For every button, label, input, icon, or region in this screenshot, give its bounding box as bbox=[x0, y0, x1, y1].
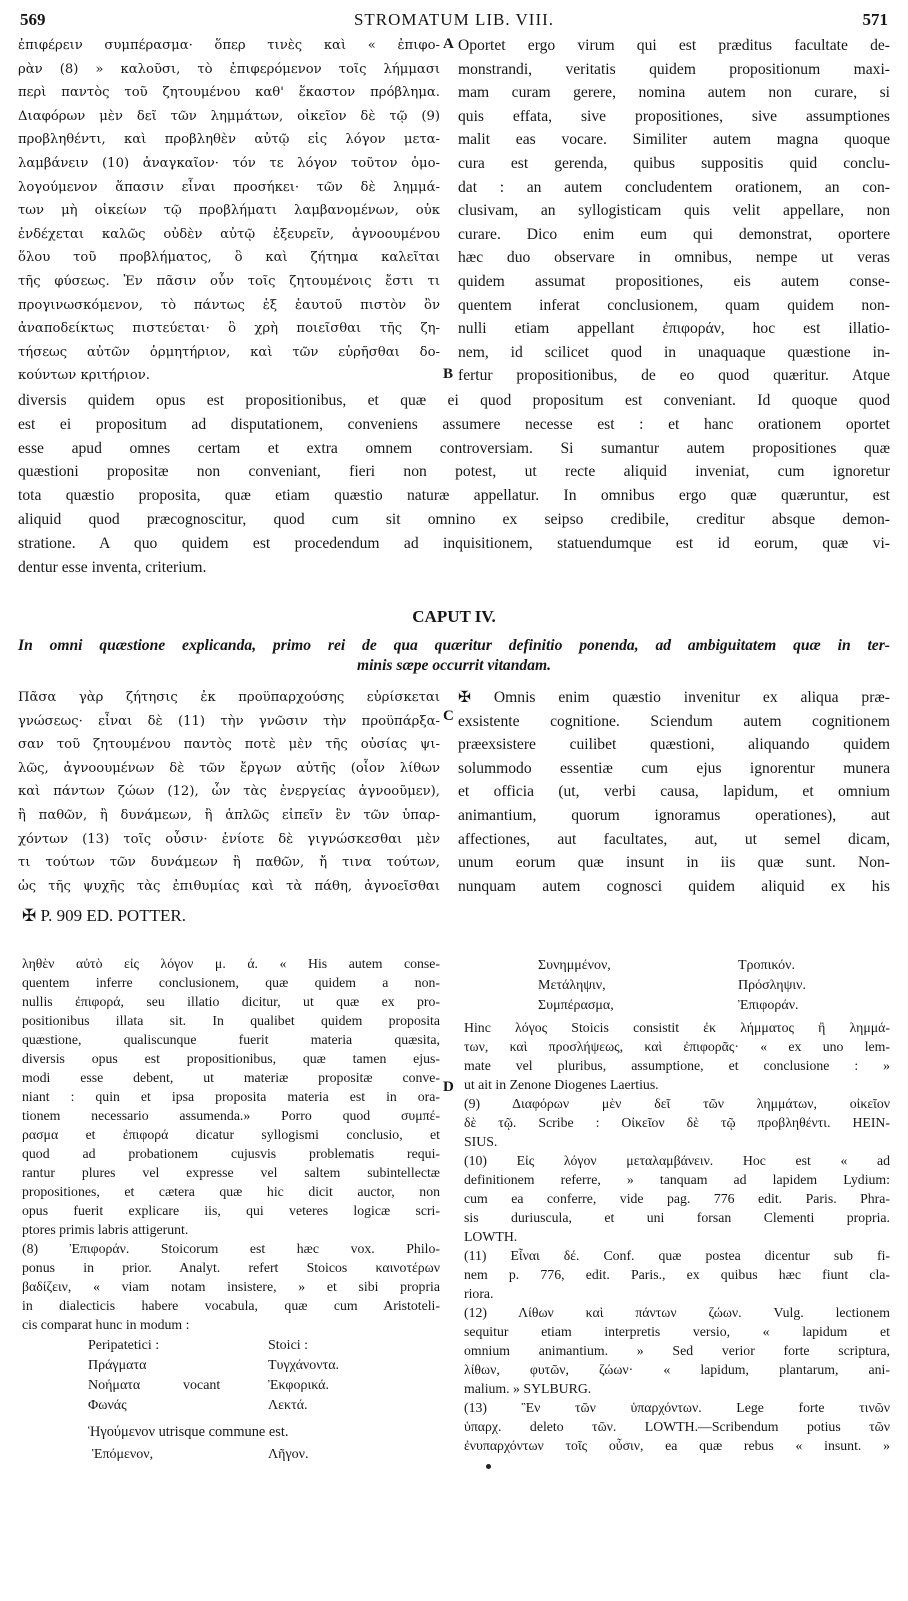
running-title: STROMATUM LIB. VIII. bbox=[353, 10, 555, 29]
note-line: tionem necessario assumenda.» Porro quod συμπέ- bbox=[22, 1108, 440, 1123]
latin-full-line: quæstioni propositæ non conveniant, fieri non potest, ut recte aliquid inveniat, cum ignoretur bbox=[18, 463, 890, 481]
note-line: ἐνυπαρχόντων τοῖς οὖσιν, ea quæ rebus « insunt. » bbox=[464, 1438, 890, 1453]
note-line: LOWTH. bbox=[464, 1229, 518, 1244]
latin-line: hæc duo observare in omnibus, nempe ut veras bbox=[458, 249, 890, 267]
greek-line: Διαφόρων μὲν δεῖ τῶν λημμάτων, οἰκεῖον δὲ τῷ (9) bbox=[18, 108, 440, 124]
note-line: nem p. 776, edit. Paris., ex quibus hæc fiunt cla- bbox=[464, 1267, 890, 1282]
term-last-left: Ἑπόμενον, bbox=[92, 1447, 154, 1462]
greek-line: Πᾶσα γὰρ ζήτησις ἐκ προϋπαρχούσης εὑρίσκεται bbox=[18, 690, 440, 705]
edition-reference: ✠ P. 909 ED. POTTER. bbox=[22, 906, 186, 925]
latin-column-top bbox=[458, 34, 890, 388]
page-header bbox=[18, 10, 890, 34]
note-line: cum ea conferre, vide pag. 776 edit. Paris. Phra- bbox=[464, 1191, 890, 1206]
latin-line: fertur propositionibus, de eo quod quæritur. Atque bbox=[458, 367, 890, 385]
note-line: malium. » SYLBURG. bbox=[464, 1381, 592, 1396]
latin-line: malit eas vocare. Similiter autem magna quoque bbox=[458, 131, 890, 149]
ink-dot bbox=[486, 1464, 491, 1469]
latin-line: Oportet ergo virum qui est præditus facultate de- bbox=[458, 37, 890, 54]
summary-line: minis sæpe occurrit vitandam. bbox=[356, 657, 552, 674]
middle-columns bbox=[18, 686, 890, 902]
note-line: propositiones, et cætera quæ hic dicit auctor, non bbox=[22, 1184, 440, 1199]
greek-line: λαμβάνειν (10) ἀναγκαῖον· τόν τε λόγον τοῦτον ὁμο- bbox=[18, 155, 440, 171]
note-line: (9) Διαφόρων μὲν δεῖ τῶν λημμάτων, οἰκεῖον bbox=[464, 1096, 890, 1111]
greek-line: λῶς, ἀγνοουμένων δὲ τῶν ἔργων αὐτῆς (οἷον λίθων bbox=[18, 760, 440, 776]
note-line: mate vel pluribus, assumptione, et conclusione : » bbox=[464, 1058, 890, 1073]
latin-line: affectiones, aut facultates, aut, ut semel dicam, bbox=[458, 830, 890, 848]
page bbox=[18, 10, 890, 1462]
note-line: riora. bbox=[464, 1286, 494, 1301]
latin-line: nulli etiam appellant ἐπιφοράν, hoc est illatio- bbox=[458, 320, 890, 338]
note-line: omnium animantium. » Sed verior forte scriptura, bbox=[464, 1343, 890, 1358]
greek-line: περὶ παντὸς τοῦ ζητουμένου καθ' ἕκαστον πρόβλημα. bbox=[18, 85, 440, 101]
term-right: Τροπικόν. bbox=[738, 958, 795, 973]
term-left: Συνημμένον, bbox=[538, 958, 611, 973]
greek-line: προβληθέντι, καὶ προβληθὲν αὐτῷ εἰς λόγον μετα- bbox=[18, 132, 440, 148]
latin-full-line: stratione. A quo quidem est procedendum ad inquisitionem, statuendumque est id eorum, quæ vi- bbox=[18, 534, 890, 552]
note-line: SIUS. bbox=[464, 1134, 498, 1149]
top-columns bbox=[18, 34, 890, 390]
term-left: Μετάληψιν, bbox=[538, 978, 606, 993]
latin-full-line: tota quæstio proposita, quæ etiam quæstio naturæ appellatur. In omnibus ergo quæ quæruntur, est bbox=[18, 487, 890, 505]
note-line: (11) Εἶναι δέ. Conf. quæ postea dicentur sub fi- bbox=[464, 1248, 890, 1263]
note-line: ρασμα et ἐπιφορά dicatur syllogismi conclusio, et bbox=[22, 1127, 440, 1142]
note-line: positionibus illata sit. In qualibet quidem proposita bbox=[22, 1013, 440, 1028]
latin-full-paragraph bbox=[18, 389, 890, 579]
term-left: Νοήματα bbox=[88, 1378, 141, 1393]
term-right: Ἐκφορικά. bbox=[268, 1378, 330, 1393]
peripatetici-label: Peripatetici : bbox=[88, 1338, 160, 1353]
latin-full-line: dentur esse inventa, criterium. bbox=[18, 558, 207, 576]
note-line: cis comparat hunc in modum : bbox=[22, 1317, 190, 1332]
greek-column-mid bbox=[18, 686, 440, 898]
greek-line: χόντων (13) τοῖς οὖσιν· ἐνίοτε δὲ γιγνώσκεσθαι μὲν bbox=[18, 831, 440, 847]
latin-line: exsistente cognitione. Sciendum autem cognitionem bbox=[458, 712, 890, 730]
note-line: ληθὲν αὐτὸ εἰς λόγον μ. ά. « His autem conse- bbox=[22, 956, 440, 971]
latin-line: quis effata, sive propositiones, sive assumptiones bbox=[458, 107, 890, 125]
note-line: rantur plures vel expresse vel saltem subintellectæ bbox=[22, 1165, 440, 1180]
latin-full-line: diversis quidem opus est propositionibus, et quæ ei quod propositum est conveniant. Id quoque quod bbox=[18, 392, 890, 409]
latin-line: ✠ Omnis enim quæstio invenitur ex aliqua præ- bbox=[458, 689, 890, 706]
greek-line: γνώσεως· εἶναι δὲ (11) τὴν γνῶσιν τὴν προϋπάρξα- bbox=[18, 713, 440, 729]
note-line: quod ad probationem cujusvis problematis requi- bbox=[22, 1146, 440, 1161]
latin-line: unum eorum quæ insunt in iis quæ sunt. Non- bbox=[458, 854, 890, 872]
footnotes-left bbox=[22, 954, 440, 1334]
greek-line: των μὴ οἰκείων τῷ προβλήματι λαμβανομένων, οὐκ bbox=[18, 203, 440, 219]
greek-line: σαν τοῦ ζητουμένου παντὸς ποτὲ μὲν τῆς οὐσίας ψι- bbox=[18, 737, 440, 753]
page-number-left: 569 bbox=[20, 10, 46, 29]
margin-marker-a: A bbox=[443, 36, 454, 52]
greek-line: τι τούτων τῶν δυνάμεων ἢ παθῶν, ἤ τινα τούτων, bbox=[18, 855, 440, 871]
margin-marker-b: B bbox=[443, 366, 454, 382]
greek-line: ὅλου τοῦ προβλήματος, ὃ καὶ ζήτημα καλεῖται bbox=[18, 250, 440, 266]
note-line: Hinc λόγος Stoicis consistit ἐκ λήμματος ἢ λημμά- bbox=[464, 1020, 890, 1035]
footnotes-right bbox=[464, 1018, 890, 1455]
note-line: ut ait in Zenone Diogenes Laertius. bbox=[464, 1077, 659, 1092]
margin-marker-c: C bbox=[443, 708, 454, 724]
note-line: definitionem referre, » tanquam ad lapidem Lydium: bbox=[464, 1172, 890, 1187]
note-line: δὲ τῷ. Scribe : Οἰκεῖον δὲ τῷ προβληθέντι. HEIN- bbox=[464, 1115, 890, 1130]
note-line: (8) Ἐπιφοράν. Stoicorum est hæc vox. Philo- bbox=[22, 1241, 440, 1256]
latin-column-mid bbox=[458, 686, 890, 898]
latin-full-line: esse apud omnes certam et extra omnem controversiam. Si sumantur autem propositiones quæ bbox=[18, 439, 890, 457]
latin-line: dat : an autem concludentem orationem, an con- bbox=[458, 178, 890, 196]
stoici-label: Stoici : bbox=[268, 1338, 309, 1353]
term-right: Ἐπιφοράν. bbox=[738, 998, 799, 1013]
term-right: Λεκτά. bbox=[268, 1398, 308, 1413]
term-left: Φωνάς bbox=[88, 1398, 127, 1413]
note-line: των, καὶ προσλήψεως, καὶ ἐπιφορᾶς· « ex uno lem- bbox=[464, 1039, 890, 1054]
greek-line: τήσεως αὐτῶν ὁρμητήριον, καὶ τῶν εὑρῆσθαι δο- bbox=[18, 344, 440, 360]
greek-line: ἐνδέχεται καλῶς οὐδὲν αὐτῷ ἐξευρεῖν, ἀγνοουμένου bbox=[18, 226, 440, 242]
latin-line: monstrandi, veritatis quidem propositionum maxi- bbox=[458, 60, 890, 78]
note-line: quæstione, qualiscunque fuerit materia quæsita, bbox=[22, 1032, 440, 1047]
term-left: Συμπέρασμα, bbox=[538, 998, 614, 1013]
latin-line: et officia (ut, verbi causa, lapidum, et omnium bbox=[458, 783, 890, 801]
latin-line: mam curam gerere, nomina autem non curare, si bbox=[458, 84, 890, 102]
term-last-right: Λῆγον. bbox=[268, 1447, 309, 1462]
note-line: sis duriuscula, et uni forsan Clementi propria. bbox=[464, 1210, 890, 1225]
note-line: (10) Εἰς λόγον μεταλαμβάνειν. Hoc est « ad bbox=[464, 1153, 890, 1168]
greek-line: ρὰν (8) » καλοῦσι, τὸ ἐπιφερόμενον τοῖς λήμμασι bbox=[18, 61, 440, 77]
greek-line: καὶ πάντων ζώων (12), ὧν τὰς ἐνεργείας ἀγνοοῦμεν), bbox=[18, 784, 440, 800]
note-line: niant : quin et ipsa proposita materia est in ora- bbox=[22, 1089, 440, 1104]
note-line: ὑπαρχ. deleto τῶν. LOWTH.—Scribendum potius τῶν bbox=[464, 1419, 890, 1434]
greek-line: κούντων κριτήριον. bbox=[18, 368, 150, 384]
latin-line: cura est gerenda, quibus suppositis quid conclu- bbox=[458, 154, 890, 172]
vocant-label: vocant bbox=[183, 1378, 221, 1393]
summary-line: In omni quæstione explicanda, primo rei de qua quæritur definitio ponenda, ad ambiguitatem quæ in ter- bbox=[18, 637, 890, 654]
note-line: in dialecticis habere vocabula, quæ cum Aristoteli- bbox=[22, 1298, 440, 1313]
latin-full-line: est ei propositum ad disputationem, conveniens assumere necesse est : et hanc orationem oportet bbox=[18, 415, 890, 433]
latin-line: quentem inferat conclusionem, quam quidem non- bbox=[458, 296, 890, 314]
note-line: βαδίζειν, « viam notam insistere, » et sibi propria bbox=[22, 1279, 440, 1294]
latin-line: quidem assumat propositiones, eis autem conse- bbox=[458, 272, 890, 290]
term-left: Πράγματα bbox=[88, 1358, 147, 1373]
note-line: sequitur etiam interpretis versio, « lapidum et bbox=[464, 1324, 890, 1339]
term-right: Τυγχάνοντα. bbox=[268, 1358, 340, 1373]
latin-line: clusivam, an syllogisticam quis velit appellare, non bbox=[458, 202, 890, 220]
term-right: Πρόσληψιν. bbox=[738, 978, 806, 993]
latin-line: animantium, quorum ignoramus operationes), aut bbox=[458, 806, 890, 824]
greek-line: ἀναποδείκτως πιστεύεται· ὃ χρὴ ποιεῖσθαι τῆς ζη- bbox=[18, 321, 440, 337]
margin-marker-d: D bbox=[443, 1079, 454, 1095]
greek-line: τῆς φύσεως. Ἐν πᾶσιν οὖν τοῖς ζητουμένοις ἔστι τι bbox=[18, 273, 440, 289]
note-line: diversis opus est propositionibus, quæ tamen ejus- bbox=[22, 1051, 440, 1066]
greek-line: ἐπιφέρειν συμπέρασμα· ὅπερ τινὲς καὶ « ἐπιφο- bbox=[18, 38, 440, 53]
note-line: ponus in prior. Analyt. refert Stoicos καινοτέρων bbox=[22, 1260, 440, 1275]
note-line: quentem inferre conclusionem, quæ quidem a non- bbox=[22, 975, 440, 990]
chapter-summary bbox=[18, 636, 890, 676]
note-line: (13) Ἓν τῶν ὑπαρχόντων. Lege forte τινῶν bbox=[464, 1400, 890, 1415]
latin-line: præexsistere cuilibet quæstioni, aliquando quidem bbox=[458, 736, 890, 754]
note-line: nullis ἐπιφορά, seu illatio dicitur, ut quæ ex pro- bbox=[22, 994, 440, 1009]
latin-line: solummodo essentiæ cum ejus ignorentur munera bbox=[458, 759, 890, 777]
page-number-right: 571 bbox=[862, 10, 888, 29]
latin-line: nunquam autem cognosci quidem aliquid ex his bbox=[458, 877, 890, 895]
greek-line: ἢ παθῶν, ἢ δυνάμεων, ἢ ἁπλῶς εἰπεῖν ἓν τῶν ὑπαρ- bbox=[18, 807, 440, 823]
greek-column-top bbox=[18, 34, 440, 388]
latin-full-line: aliquid quod præcognoscitur, quod cum sit omnino ex seipso credibile, creditur absque demon- bbox=[18, 510, 890, 528]
chapter-heading: CAPUT IV. bbox=[412, 607, 496, 626]
note-line: ptores primis labris attigerunt. bbox=[22, 1222, 189, 1237]
greek-line: προγινωσκόμενον, τὸ πάντως ἐξ ἑαυτοῦ πιστὸν ὂν bbox=[18, 297, 440, 313]
common-term: Ἡγούμενον utrisque commune est. bbox=[88, 1424, 289, 1440]
greek-line: ὡς τῆς ψυχῆς τὰς ἐπιθυμίας καὶ τὰ πάθη, ἀγνοεῖσθαι bbox=[18, 878, 440, 894]
note-line: modi esse debent, ut materiæ propositæ conve- bbox=[22, 1070, 440, 1085]
greek-line: λογούμενον ἅπασιν εἶναι προσήκει· τῶν δὲ λημμά- bbox=[18, 179, 440, 195]
note-line: λίθων, φυτῶν, ζώων· « lapidum, plantarum, ani- bbox=[464, 1362, 890, 1377]
latin-line: nem, id scilicet quod in unaquaque quæstione in- bbox=[458, 343, 890, 361]
note-line: (12) Λίθων καὶ πάντων ζώων. Vulg. lectionem bbox=[464, 1305, 890, 1320]
note-line: opus fuerit explicare iis, qui veteres logicæ scri- bbox=[22, 1203, 440, 1218]
latin-line: curare. Dico enim eum qui demonstrat, oportere bbox=[458, 225, 890, 243]
